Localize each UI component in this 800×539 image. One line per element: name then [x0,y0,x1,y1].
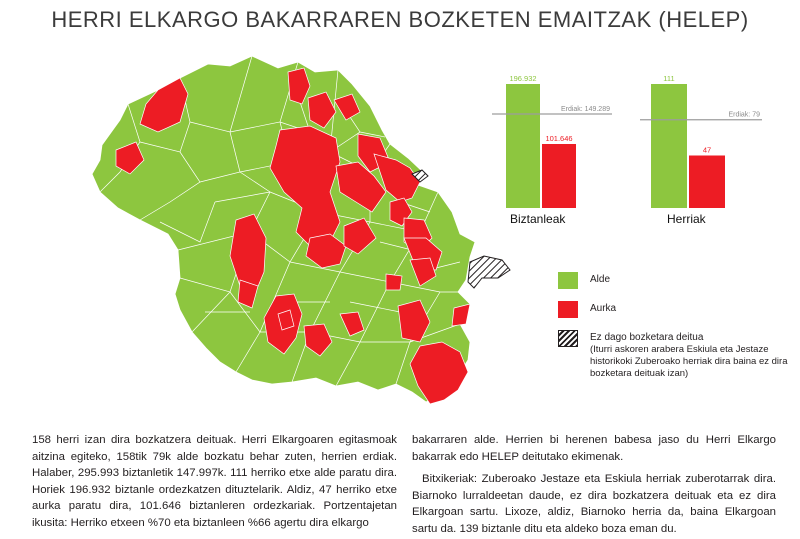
vote-map [40,42,540,422]
no-vote-area-east [468,256,510,288]
article-column-1 [32,432,397,531]
bar-value-label: 101.646 [545,133,573,143]
average-label: Erdiak: 79 [728,111,760,119]
article-paragraph: Bitxikeriak: Zuberoako Jestaze eta Eskiula herriak zuberotarrak dira. Biarnoko lurraldeetan daude, ez dira bozkatzera deituak eta ez dira Elkargoan sartu. Lixoze, aldiz, Biarnoko herria da, baina Elkargoan sartu da. 139 biztanle ditu eta aldeko boza eman du. [412,473,776,535]
legend-swatch-no-vote [558,330,578,347]
article-paragraph: 158 herri izan dira bozkatzera deituak. Herri Elkargoaren egitasmoak aitzina egiteko, 158tik 79k alde bozkatu behar zuten, herrien erdiak. Halaber, 295.993 biztanletik 147.997k. 111 herriko etxe alde paratu dira. Horiek 196.932 biztanle ordezkatzen dituztelarik. Aldiz, 47 herriko etxe aurka paratu dira, 101.646 biztanleren ordezkariak. Portzentajetan ikusita: Herriko etxeen %70 eta biztanleen %66 agertu dira elkargo [32,434,397,529]
bar-value-label: 196.932 [509,74,537,83]
article-paragraph: bakarraren alde. Herrien bi herenen babesa jaso du Herri Elkargo bakarrak edo HELEP deitutako ekimenak. [412,434,776,463]
legend-row-aurka [558,301,788,318]
bar-herriak-alde [651,84,687,208]
legend-label-aurka: Aurka [590,303,617,314]
bar-value-label: 111 [663,74,675,83]
bar-biztanleak-aurka [542,144,576,208]
article-column-2 [412,432,776,537]
chart-herriak-label: Herriak [667,212,706,226]
map-legend [558,272,788,392]
legend-swatch-aurka [558,301,578,318]
legend-row-alde [558,272,788,289]
legend-note-no-vote: (Iturri askoren arabera Eskiula eta Jestaze historikoki Zuberoako herriak dira baina ez dira bozketara deituak izan) [590,344,788,379]
legend-row-no-vote [558,330,788,380]
bar-value-label: 47 [702,145,712,155]
legend-swatch-alde [558,272,578,289]
chart-biztanleak-label: Biztanleak [510,212,566,226]
page-title: HERRI ELKARGO BAKARRAREN BOZKETEN EMAITZAK (HELEP) [51,7,749,32]
legend-label-no-vote: Ez dago bozketara deitua [590,332,704,343]
bar-herriak-aurka [689,155,725,208]
legend-label-alde: Alde [590,274,611,285]
average-label: Erdiak: 149.289 [560,105,610,113]
